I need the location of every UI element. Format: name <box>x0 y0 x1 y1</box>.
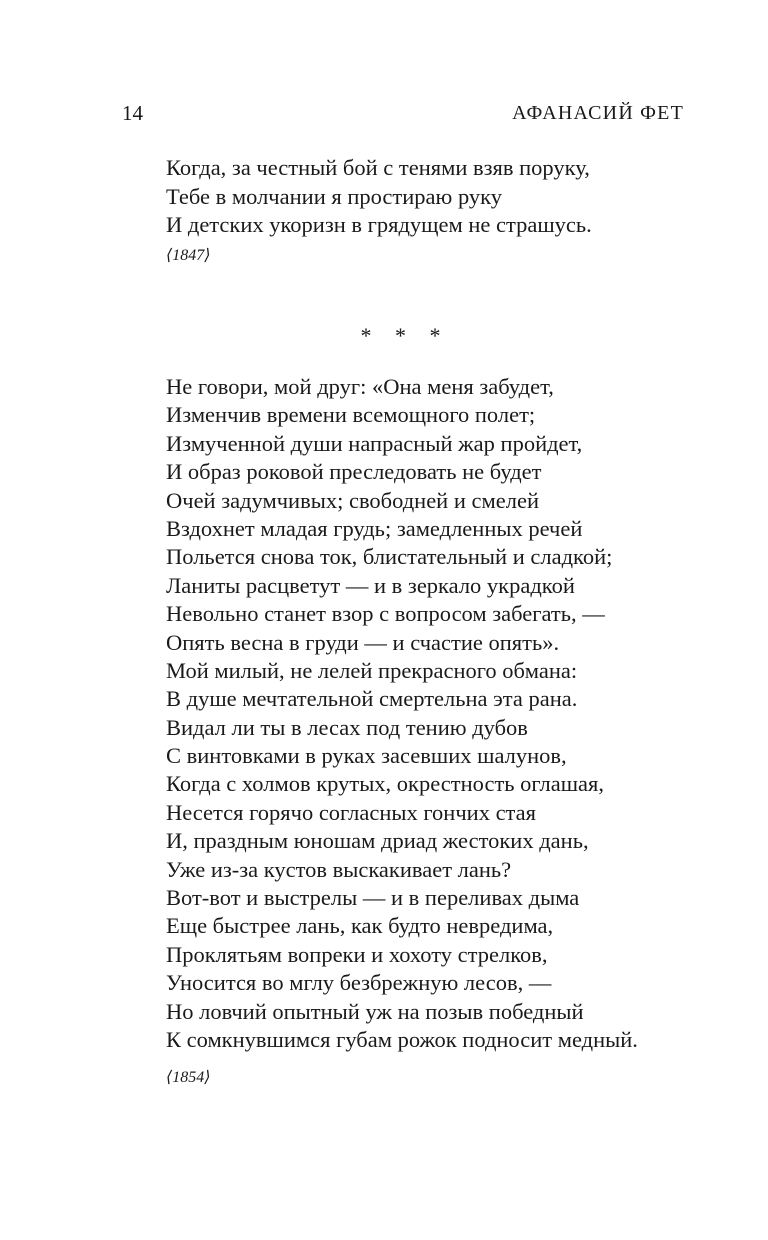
poem-line: Измученной души напрасный жар пройдет, <box>166 430 583 456</box>
poem-line: Когда, за честный бой с тенями взяв поруку, <box>166 155 590 180</box>
poem-line: Мой милый, не лелей прекрасного обмана: <box>166 657 578 683</box>
poem-line: Тебе в молчании я простираю руку <box>166 183 503 209</box>
running-header: АФАНАСИЙ ФЕТ <box>512 102 684 124</box>
poem-line: Изменчив времени всемощного полет; <box>166 402 536 428</box>
poem-line: Несется горячо согласных гончих стая <box>166 799 536 825</box>
poem-line: Но ловчий опытный уж на позыв победный <box>166 998 584 1024</box>
poem-line: Еще быстрее лань, как будто невредима, <box>166 913 554 939</box>
poem-line: Очей задумчивых; свободней и смелей <box>166 487 539 513</box>
poem-stanza-1 <box>166 154 726 240</box>
poem-line: Уносится во мглу безбрежную лесов, — <box>166 970 552 996</box>
poem-line: К сомкнувшимся губам рожок подносит медный. <box>166 1026 638 1052</box>
poem-line: Проклятьям вопреки и хохоту стрелков, <box>166 941 548 967</box>
poem-line: С винтовками в руках засевших шалунов, <box>166 743 567 769</box>
poem-line: Не говори, мой друг: «Она меня забудет, <box>166 374 554 399</box>
poem-line: И образ роковой преследовать не будет <box>166 459 542 485</box>
poem-line: Невольно станет взор с вопросом забегать, — <box>166 601 605 627</box>
page-number: 14 <box>122 101 143 125</box>
section-separator: * * * <box>360 323 450 348</box>
poem-line: Вздохнет младая грудь; замедленных речей <box>166 515 583 541</box>
poem-line: Ланиты расцветут — и в зеркало украдкой <box>166 572 575 598</box>
poem-date: ⟨1854⟩ <box>166 1069 211 1086</box>
poem-line: Польется снова ток, блистательный и сладкой; <box>166 544 613 570</box>
poem-line: И, праздным юношам дриад жестоких дань, <box>166 828 589 854</box>
poem-date: ⟨1847⟩ <box>166 247 211 264</box>
poem-stanza-2 <box>166 373 726 1054</box>
poem-line: В душе мечтательной смертельна эта рана. <box>166 686 578 712</box>
poem-line: Опять весна в груди — и счастие опять». <box>166 629 560 655</box>
poem-line: Видал ли ты в лесах под тению дубов <box>166 714 528 740</box>
poem-line: Уже из-за кустов выскакивает лань? <box>166 856 512 882</box>
poem-line: И детских укоризн в грядущем не страшусь. <box>166 212 592 237</box>
poem-line: Вот-вот и выстрелы — и в переливах дыма <box>166 885 580 911</box>
poem-line: Когда с холмов крутых, окрестность оглашая, <box>166 771 605 797</box>
